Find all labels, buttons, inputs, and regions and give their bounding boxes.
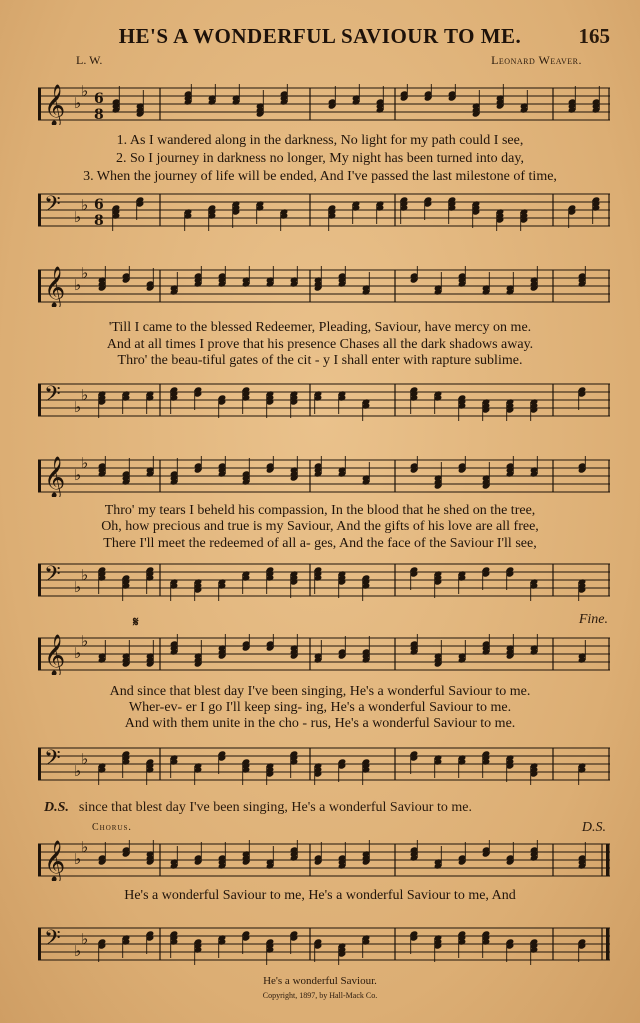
hymn-number: 165 <box>578 24 610 48</box>
chorus-label: Chorus. <box>92 822 132 833</box>
lyric-line: 3. When the journey of life will be ended, And I've passed the last milestone of time, <box>83 169 557 184</box>
ds-mark: D.S. <box>44 800 69 815</box>
treble-staff <box>38 456 610 497</box>
lyric-line: And with them unite in the cho - rus, He's a wonderful Saviour to me. <box>124 716 516 731</box>
flat-icon: ♭ <box>81 196 89 214</box>
bass-staff <box>38 560 610 601</box>
lyric-line: And at all times I prove that his presence Chases all the dark shadows away. <box>106 337 534 352</box>
flat-icon: ♭ <box>81 750 89 768</box>
svg-text:8: 8 <box>94 213 104 229</box>
lyric-line: And since that blest day I've been singing, He's a wonderful Saviour to me. <box>109 684 531 699</box>
treble-staff <box>38 634 610 675</box>
svg-text:6: 6 <box>94 91 104 107</box>
flat-icon: ♭ <box>74 208 82 226</box>
bass-staff <box>38 380 610 421</box>
staff-drawing <box>38 744 610 785</box>
ds-lyric: since that blest day I've been singing, He's a wonderful Saviour to me. <box>78 800 472 815</box>
chorus-lyric: He's a wonderful Saviour to me, He's a wonderful Saviour to me, And <box>124 888 516 903</box>
flat-icon: ♭ <box>81 456 89 472</box>
lyric-line: Thro' the beau-tiful gates of the cit - y I shall enter with rapture sublime. <box>117 353 523 368</box>
treble-clef-icon: 𝄞 <box>44 841 66 881</box>
flat-icon: ♭ <box>74 94 82 112</box>
flat-icon: ♭ <box>74 398 82 416</box>
staff-drawing <box>38 190 610 231</box>
bass-staff <box>38 190 610 231</box>
staff-drawing <box>38 266 610 307</box>
treble-staff <box>38 840 610 881</box>
treble-clef-icon: 𝄞 <box>44 267 66 307</box>
flat-icon: ♭ <box>81 84 89 100</box>
bass-clef-icon: 𝄢 <box>44 562 61 592</box>
flat-icon: ♭ <box>74 578 82 596</box>
chorus-ds-mark: D.S. <box>581 820 606 835</box>
flat-icon: ♭ <box>74 942 82 960</box>
bass-staff <box>38 924 610 965</box>
flat-icon: ♭ <box>81 266 89 282</box>
staff-drawing <box>38 380 610 421</box>
flat-icon: ♭ <box>81 634 89 650</box>
bass-clef-icon: 𝄢 <box>44 926 61 956</box>
bass-staff <box>38 744 610 785</box>
svg-text:8: 8 <box>94 107 104 123</box>
treble-staff <box>38 266 610 307</box>
flat-icon: ♭ <box>74 466 82 484</box>
lyric-line: 2. So I journey in darkness no longer, My night has been turned into day, <box>116 151 524 166</box>
flat-icon: ♭ <box>74 276 82 294</box>
lyric-line: There I'll meet the redeemed of all a- ges, And the face of the Saviour I'll see, <box>103 536 537 551</box>
lyric-line: Oh, how precious and true is my Saviour, And the gifts of his love are all free, <box>101 519 539 534</box>
lyric-line: 'Till I came to the blessed Redeemer, Pleading, Saviour, have mercy on me. <box>108 320 532 335</box>
staff-drawing <box>38 924 610 965</box>
staff-drawing <box>38 560 610 601</box>
lyric-line: 1. As I wandered along in the darkness, No light for my path could I see, <box>116 133 524 148</box>
staff-drawing <box>38 840 610 881</box>
treble-staff <box>38 84 610 125</box>
treble-clef-icon: 𝄞 <box>44 457 66 497</box>
ds-line <box>44 800 472 816</box>
copyright: Copyright, 1897, by Hall-Mack Co. <box>262 991 378 1000</box>
flat-icon: ♭ <box>81 566 89 584</box>
staff-drawing <box>38 84 610 125</box>
flat-icon: ♭ <box>81 930 89 948</box>
alto-lyric-note: He's a wonderful Saviour. <box>263 975 377 987</box>
flat-icon: ♭ <box>81 386 89 404</box>
bass-clef-icon: 𝄢 <box>44 192 61 222</box>
fine-mark: Fine. <box>578 612 608 627</box>
lyric-line: Thro' my tears I beheld his compassion, In the blood that he shed on the tree, <box>104 503 536 518</box>
music-credit: Leonard Weaver. <box>491 53 582 67</box>
bass-clef-icon: 𝄢 <box>44 746 61 776</box>
words-credit: L. W. <box>76 53 103 67</box>
flat-icon: ♭ <box>74 850 82 868</box>
segno-sign: 𝄋 <box>133 614 139 629</box>
staff-drawing <box>38 456 610 497</box>
bass-clef-icon: 𝄢 <box>44 382 61 412</box>
flat-icon: ♭ <box>74 644 82 662</box>
hymn-title: HE'S A WONDERFUL SAVIOUR TO ME. <box>118 24 522 48</box>
svg-text:6: 6 <box>94 197 104 213</box>
flat-icon: ♭ <box>74 762 82 780</box>
staff-drawing <box>38 634 610 675</box>
lyric-line: Wher-ev- er I go I'll keep sing- ing, He's a wonderful Saviour to me. <box>128 700 512 715</box>
treble-clef-icon: 𝄞 <box>44 85 66 125</box>
flat-icon: ♭ <box>81 840 89 856</box>
treble-clef-icon: 𝄞 <box>44 635 66 675</box>
